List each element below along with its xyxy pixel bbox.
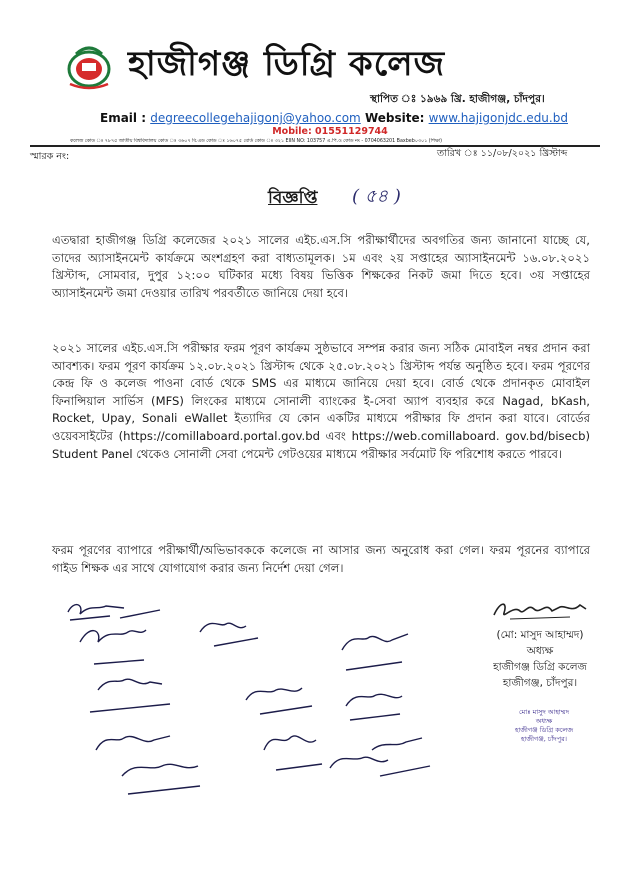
- principal-college: হাজীগঞ্জ ডিগ্রি কলেজ: [493, 661, 587, 673]
- notice-date: তারিখ ঃ ১১/০৮/২০২১ খ্রিস্টাব্দ: [437, 148, 568, 159]
- stamp-line: হাজীগঞ্জ, চাঁদপুর।: [520, 735, 568, 743]
- mobile-text: Mobile: 01551129744: [272, 126, 388, 137]
- college-emblem-icon: [60, 40, 118, 90]
- memo-number: স্মারক নং:: [30, 151, 70, 162]
- paragraph-form-fillup: ২০২১ সালের এইচ.এস.সি পরীক্ষার ফরম পূরণ কার্যক্রম সুষ্ঠভাবে সম্পন্ন করার জন্য সঠিক মোবাইল নম্বর প্রদান করা আবশ্যক। ফরম পূরণ কার্যক্রম ১২.০৮.২০২১ খ্রিস্টাব্দ থেকে ২৫.০৮.২০২১ খ্রিস্টাব্দ পর্যন্ত অনুষ্ঠিত হবে। ফরম পূরণের কেন্দ্র ফি ও কলেজ পাওনা বোর্ড থেকে SMS এর মাধ্যমে জানিয়ে দেয়া হবে। বোর্ড থেকে প্রদানকৃত মোবাইল ফিনান্সিয়াল সার্ভিস (MFS) লিংকের মাধ্যমে সোনালী ব্যাংকের ই-সেবা অ্যাপ ব্যবহার করে Nagad, bKash, Rocket, Upay, Sonali eWallet ইত্যাদির যে কোন একটির মাধ্যমে পরীক্ষার ফি প্রদান করা যাবে। বোর্ডের ওয়েবসাইটের (https://comillaboard.portal.gov.bd এবং https://web.comillaboard. gov.bd/bisecb) Student Panel থেকেও সোনালী সেবা পেমেন্ট গেটওয়ের মাধ্যমে পরীক্ষার সর্বমোট ফি পরিশোধ করতে পারবে।: [52, 341, 590, 461]
- paragraph-guide: ফরম পূরণের ব্যাপারে পরীক্ষার্থী/অভিভাবককে কলেজে না আসার জন্য অনুরোধ করা গেল। ফরম পূরনের ব্যাপারে গাইড শিক্ষক এর সাথে যোগাযোগ করার জন্য নির্দেশ দেয়া গেল।: [52, 543, 590, 575]
- college-codes: কলেজ কোড ঃ ৭৮৭৫ জাতীয় বিশ্ববিদ্যালয় কোড ঃ ৩৬০৭ বি.এড কোড ঃ ১৬০৭৫ বোর্ড কোড ঃ ৩২১ EIIN NO: 103757 এ.পি.ও কোড নং - 0704063201 Baxbeb০৩০১ (শিক্ষা): [70, 139, 442, 144]
- principal-signature-icon: [490, 597, 590, 623]
- college-name: হাজীগঞ্জ ডিগ্রি কলেজ: [128, 44, 446, 84]
- notice-title: বিজ্ঞপ্তি: [268, 188, 318, 208]
- official-stamp: [494, 708, 594, 744]
- stamp-line: হাজীগঞ্জ ডিগ্রি কলেজ: [514, 726, 574, 734]
- stamp-line: অধ্যক্ষ: [535, 717, 553, 725]
- principal-name: (মো: মাসুদ আহাম্মদ): [496, 629, 584, 641]
- stamp-line: মোঃ মাসুদ আহাম্মদ: [518, 708, 570, 716]
- email-label: Email :: [100, 111, 147, 125]
- contact-line: [100, 111, 568, 125]
- website-label: Website:: [364, 111, 425, 125]
- principal-place: হাজীগঞ্জ, চাঁদপুর।: [502, 677, 578, 689]
- website-link[interactable]: www.hajigonjdc.edu.bd: [428, 111, 568, 125]
- principal-designation: অধ্যক্ষ: [526, 645, 554, 657]
- email-link[interactable]: degreecollegehajigonj@yahoo.com: [150, 111, 361, 125]
- mobile-number: [0, 126, 630, 137]
- established-line: স্থাপিত ঃ ১৯৬৯ খ্রি. হাজীগঞ্জ, চাঁদপুর।: [370, 93, 545, 105]
- handwritten-signatures-icon: [50, 580, 470, 820]
- notice-number: ( ৫৪ ): [352, 186, 401, 207]
- paragraph-assignment: এতদ্বারা হাজীগঞ্জ ডিগ্রি কলেজের ২০২১ সালের এইচ.এস.সি পরীক্ষার্থীদের অবগতির জন্য জানানো যাচ্ছে যে, তাদের অ্যাসাইনমেন্ট কার্যক্রমে অংশগ্রহণ করা বাধ্যতামূলক। ১ম এবং ২য় সপ্তাহের অ্যাসাইনমেন্ট ১৬.০৮.২০২১ খ্রিস্টাব্দ, সোমবার, দুপুর ১২:০০ ঘটিকার মধ্যে বিষয় ভিত্তিক শিক্ষকের নিকট জমা দিতে হবে। ৩য় সপ্তাহের অ্যাসাইনমেন্ট জমা দেওয়ার তারিখ পরবর্তীতে জানিয়ে দেয়া হবে।: [52, 233, 590, 300]
- principal-signature-block: [470, 627, 610, 691]
